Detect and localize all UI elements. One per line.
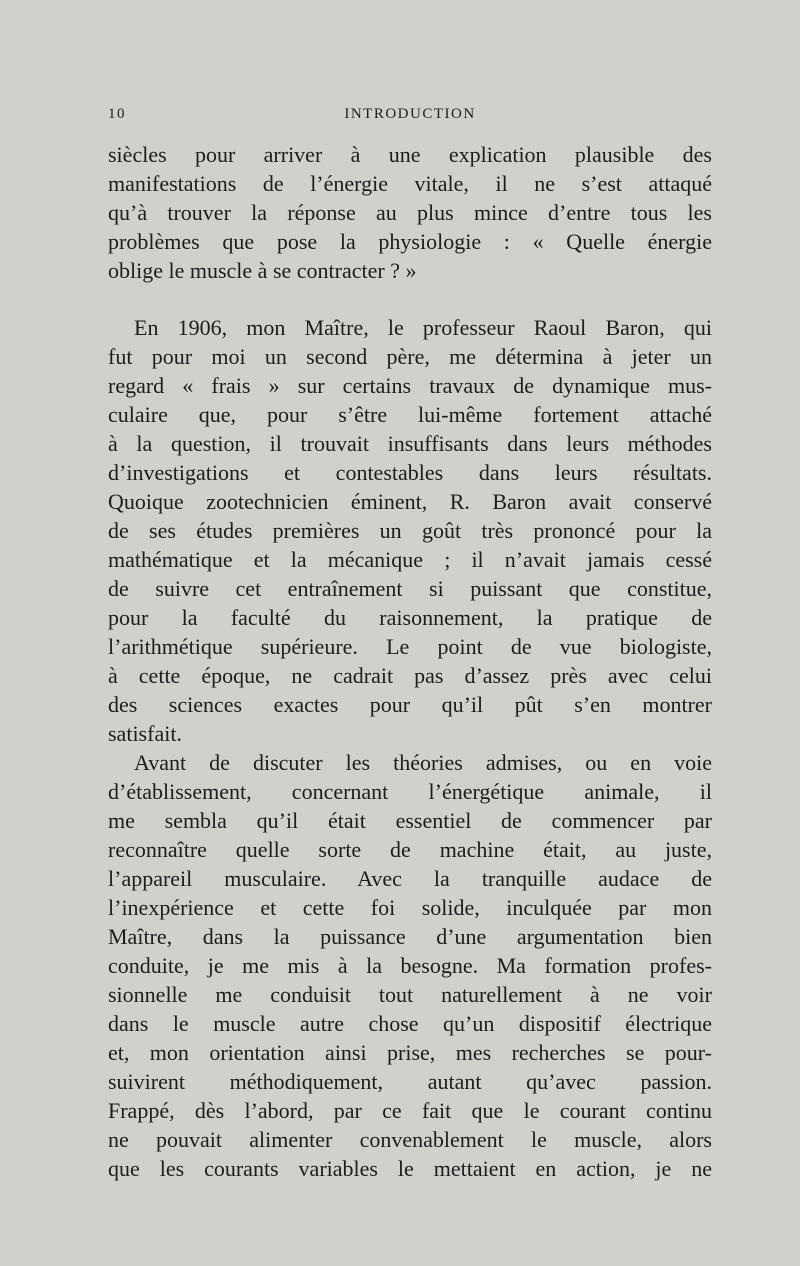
- text-line: Frappé, dès l’abord, par ce fait que le courant continu: [108, 1098, 712, 1123]
- text-line: conduite, je me mis à la besogne. Ma formation profes-: [108, 953, 712, 978]
- text-line: culaire que, pour s’être lui-même fortement attaché: [108, 402, 712, 427]
- text-line: me sembla qu’il était essentiel de commencer par: [108, 808, 712, 833]
- text-line: et, mon orientation ainsi prise, mes recherches se pour-: [108, 1040, 712, 1065]
- body-text: [108, 140, 712, 1183]
- text-line: oblige le muscle à se contracter ? »: [108, 258, 417, 283]
- text-line: des sciences exactes pour qu’il pût s’en montrer: [108, 692, 712, 717]
- text-line: regard « frais » sur certains travaux de dynamique mus-: [108, 373, 712, 398]
- running-head: [108, 106, 712, 128]
- text-line: Quoique zootechnicien éminent, R. Baron avait conservé: [108, 489, 712, 514]
- text-line: ne pouvait alimenter convenablement le muscle, alors: [108, 1127, 712, 1152]
- text-line: siècles pour arriver à une explication plausible des: [108, 142, 712, 167]
- paragraph-gap: [108, 285, 712, 313]
- text-line: à la question, il trouvait insuffisants dans leurs méthodes: [108, 431, 712, 456]
- text-line: à cette époque, ne cadrait pas d’assez près avec celui: [108, 663, 712, 688]
- page-number: 10: [108, 106, 126, 122]
- text-line: manifestations de l’énergie vitale, il ne s’est attaqué: [108, 171, 712, 196]
- text-line: de suivre cet entraînement si puissant que constitue,: [108, 576, 712, 601]
- text-line: dans le muscle autre chose qu’un dispositif électrique: [108, 1011, 712, 1036]
- text-line: problèmes que pose la physiologie : « Quelle énergie: [108, 229, 712, 254]
- text-line: satisfait.: [108, 721, 182, 746]
- text-line: mathématique et la mécanique ; il n’avait jamais cessé: [108, 547, 712, 572]
- text-line: de ses études premières un goût très prononcé pour la: [108, 518, 712, 543]
- text-line: l’appareil musculaire. Avec la tranquille audace de: [108, 866, 712, 891]
- text-line: d’établissement, concernant l’énergétique animale, il: [108, 779, 712, 804]
- text-line: l’arithmétique supérieure. Le point de vue biologiste,: [108, 634, 712, 659]
- text-line: Avant de discuter les théories admises, ou en voie: [134, 750, 712, 775]
- text-line: pour la faculté du raisonnement, la pratique de: [108, 605, 712, 630]
- text-line: fut pour moi un second père, me détermina à jeter un: [108, 344, 712, 369]
- text-line: reconnaître quelle sorte de machine était, au juste,: [108, 837, 712, 862]
- running-title: INTRODUCTION: [344, 106, 476, 122]
- text-line: l’inexpérience et cette foi solide, inculquée par mon: [108, 895, 712, 920]
- text-line: suivirent méthodiquement, autant qu’avec passion.: [108, 1069, 712, 1094]
- text-line: Maître, dans la puissance d’une argumentation bien: [108, 924, 712, 949]
- text-line: qu’à trouver la réponse au plus mince d’entre tous les: [108, 200, 712, 225]
- text-line: d’investigations et contestables dans leurs résultats.: [108, 460, 712, 485]
- text-line: En 1906, mon Maître, le professeur Raoul Baron, qui: [134, 315, 712, 340]
- text-line: que les courants variables le mettaient en action, je ne: [108, 1156, 712, 1181]
- text-line: sionnelle me conduisit tout naturellement à ne voir: [108, 982, 712, 1007]
